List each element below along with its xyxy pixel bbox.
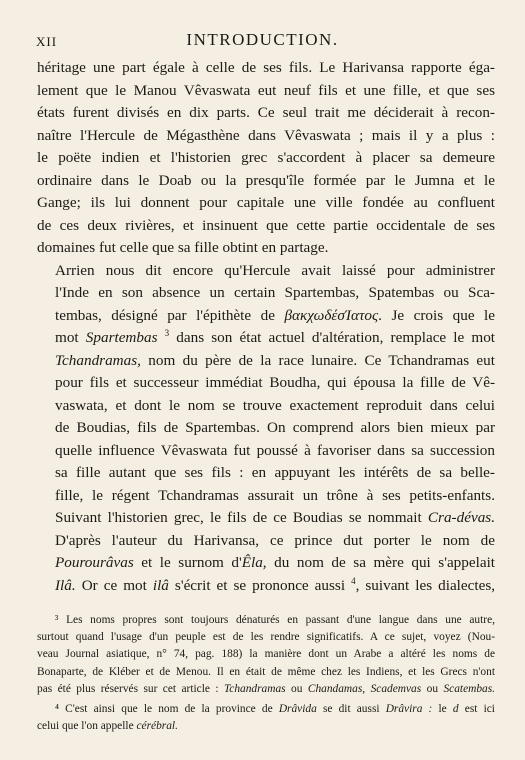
text-line: lement que le Manou Vêvaswata eut neuf fils et une fille, et que ses [37,81,495,99]
italic-term: Pourourâvas [55,554,134,571]
text-fragment: dans son état actuel d'altération, remplace le mot [176,329,496,346]
text-line: de ces deux rivières, et insinuent que cette partie occidentale de ses [37,216,495,234]
footnote-4 [37,701,495,735]
text-line: sa fille autant que ses fils : en appuyant les intérêts de sa belle- [55,464,495,481]
text-line: ordinaire dans le Doab ou la presqu'île formée par le Jumna et le [37,171,495,189]
paragraph-2 [37,260,495,598]
text-fragment: Suivant l'historien grec, le fils de ce Boudias se nommait [55,509,422,526]
text-fragment: pas été plus réservés sur cet article : [37,682,219,695]
text-line: héritage une part égale à celle de ses fils. Le Harivansa rapporte éga- [37,59,495,76]
text-line: pour fils et successeur immédiat Boudha, qui épousa la fille de Vê- [55,374,495,391]
text-fragment: le [438,703,447,716]
text-line: l'Inde en son absence un certain Spartembas, Spatembas ou Sca- [55,284,495,301]
footnote-line [37,681,495,698]
text-fragment: ou [291,682,303,695]
italic-term: Scatembas. [443,682,496,695]
text-fragment: nom du père de la race lunaire. Ce Tchandramas eut [148,351,495,369]
italic-term: Êla, [241,554,267,571]
footnote-line: Bonaparte, de Kléber et de Menou. Il en était de même chez les Indiens, et les Grecs n'ont [37,665,495,678]
italic-term: cérébral. [136,720,178,733]
greek-epithet: βακχωδέσΊατος [284,306,379,324]
italic-term: Cra-dévas. [427,509,495,526]
footnote-ref-4[interactable]: 4 [351,575,356,586]
text-line: états furent divisés en dix parts. Ce seul trait me déciderait à recon- [37,104,495,121]
text-fragment: se dit aussi [322,703,380,716]
text-line: Arrien nous dit encore qu'Hercule avait laissé pour administrer [55,261,495,279]
footnote-line: ³ Les noms propres sont toujours dénaturés en passant d'une langue dans une autre, [55,614,495,626]
running-title: INTRODUCTION. [186,30,339,49]
footnote-line [37,718,495,735]
text-fragment: celui que l'on appelle [37,720,134,733]
text-fragment: . Je crois que le [378,306,496,324]
italic-term: Scademvas [370,682,422,695]
text-fragment: ⁴ C'est ainsi que le nom de la province de [55,703,273,716]
text-line [37,350,495,373]
text-line: vaswata, et dont le nom se trouve exactement reproduit dans celui [55,396,495,414]
footnote-line [37,701,495,718]
text-line [37,552,495,575]
italic-term: d [452,703,459,716]
main-text [37,57,495,597]
italic-term: Ilâ. [55,576,76,594]
page-header [36,30,489,52]
italic-term: Tchandramas, [55,351,141,369]
text-fragment: ou [426,682,439,695]
text-fragment: est ici [464,703,495,716]
text-fragment: et le surnom d' [141,554,242,571]
text-line: quelle influence Vêvaswata fut poussé à favoriser dans sa succession [55,441,495,459]
italic-term: Tchandramas [223,682,286,695]
text-line: fille, le régent Tchandramas assurait un trône à ses petits-enfants. [55,486,495,504]
italic-term: Chandamas, [307,682,366,695]
text-fragment: du nom de sa mère qui s'appelait [274,554,496,571]
text-fragment: s'écrit et se prononce aussi [174,576,346,594]
footnote-line: veau Journal asiatique, n° 74, pag. 188) la manière dont un Arabe a altéré les noms de [37,648,495,661]
text-fragment: Or ce mot [81,576,147,594]
text-fragment: , suivant les dialectes, [355,576,496,594]
paragraph-1 [37,57,495,260]
text-fragment: mot [55,329,79,346]
page-number: XII [36,34,58,49]
italic-term: Spartembas [85,329,158,346]
italic-term: Drâvida [278,703,317,716]
italic-term: Drâvira : [385,703,433,716]
footnote-ref-3[interactable]: 3 [164,327,170,338]
text-line: domaines fut celle que sa fille obtint en partage. [37,239,329,256]
footnotes [37,612,495,735]
text-line: naître l'Hercule de Mégasthène dans Vêvaswata ; mais il y a plus : [37,126,495,144]
text-fragment: tembas, désigné par l'épithète de [55,306,275,324]
footnote-3 [37,612,495,698]
text-line: le poëte indien et l'historien grec s'accordent à placer sa demeure [37,149,495,166]
text-line [37,575,495,598]
text-line: Gange; ils lui donnent pour capitale une ville fondée au confluent [37,194,495,211]
footnote-line: surtout quand l'usage d'un peuple est de les rendre significatifs. A ce sujet, voyez (Nou- [37,631,495,644]
text-line [37,507,495,530]
text-line [37,305,495,328]
text-line [37,327,495,350]
text-line: de Boudias, fils de Spartembas. On comprend alors bien mieux par [55,419,495,436]
text-line: D'après l'auteur du Harivansa, ce prince dut porter le nom de [55,531,495,549]
italic-term: ilâ [152,576,169,594]
